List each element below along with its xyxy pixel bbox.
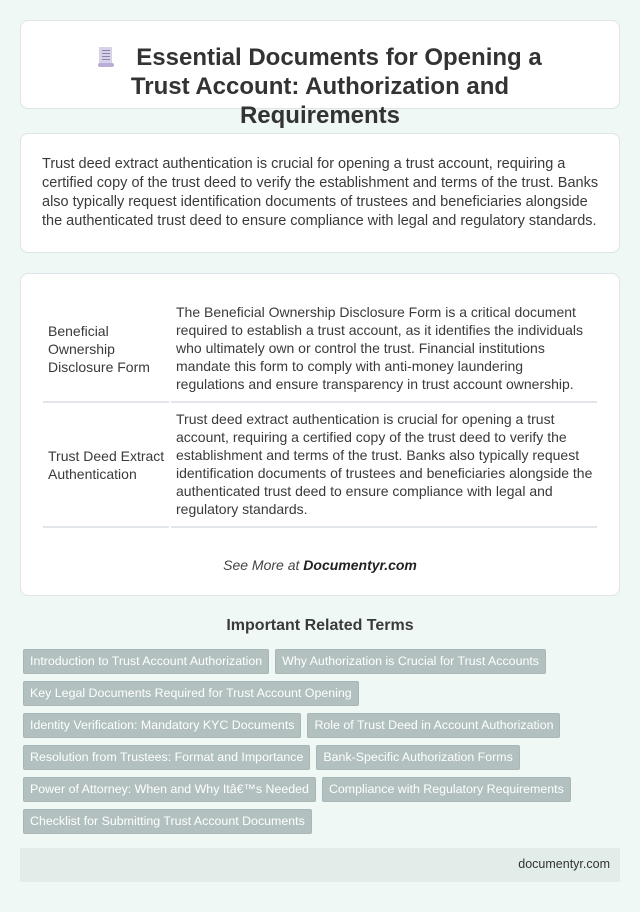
term-cell: Beneficial Ownership Disclosure Form [43,296,169,403]
related-term-tag[interactable]: Key Legal Documents Required for Trust Account Opening [23,681,359,706]
related-term-tag[interactable]: Identity Verification: Mandatory KYC Documents [23,713,301,738]
related-term-tag[interactable]: Compliance with Regulatory Requirements [322,777,571,802]
description-cell: Trust deed extract authentication is crucial for opening a trust account, requiring a certified copy of the trust deed to verify the establishment and terms of the trust. Banks also typically request identification documents of trustees and beneficiaries alongside the authenticated trust deed to ensure compliance with legal and regulatory standards. [171,403,597,528]
related-terms-list [23,649,583,834]
see-more-link[interactable]: Documentyr.com [303,557,417,573]
related-term-tag[interactable]: Why Authorization is Crucial for Trust Accounts [275,649,546,674]
footer [20,848,620,882]
page-title-text: Essential Documents for Opening a Trust Account: Authorization and Requirements [130,44,542,129]
definitions-card [20,273,620,596]
table-row [43,296,597,403]
related-term-tag[interactable]: Power of Attorney: When and Why Itâ€™s Needed [23,777,316,802]
related-term-tag[interactable]: Bank-Specific Authorization Forms [316,745,519,770]
related-term-tag[interactable]: Checklist for Submitting Trust Account Documents [23,809,312,834]
term-cell: Trust Deed Extract Authentication [43,403,169,528]
related-term-tag[interactable]: Role of Trust Deed in Account Authorization [307,713,560,738]
title-card [20,20,620,129]
related-term-tag[interactable]: Resolution from Trustees: Format and Importance [23,745,310,770]
definitions-table [41,296,599,528]
document-receipt-icon [98,47,114,67]
related-term-tag[interactable]: Introduction to Trust Account Authorization [23,649,269,674]
table-row [43,403,597,528]
intro-text: Trust deed extract authentication is crucial for opening a trust account, requiring a certified copy of the trust deed to verify the establishment and terms of the trust. Banks also typically request identification documents of trustees and beneficiaries alongside the authenticated trust deed to ensure compliance with legal and regulatory standards. [42,156,599,229]
page-title [21,43,619,130]
related-terms-title: Important Related Terms [226,617,414,634]
intro-card [20,133,620,253]
see-more-prefix: See More at [223,557,304,573]
see-more [21,557,619,573]
description-cell: The Beneficial Ownership Disclosure Form is a critical document required to establish a trust account, as it identifies the individuals who ultimately own or control the trust. Financial institutions mandate this form to comply with anti-money laundering regulations and ensure transparency in trust account ownership. [171,296,597,403]
footer-site-link[interactable]: documentyr.com [518,857,610,871]
